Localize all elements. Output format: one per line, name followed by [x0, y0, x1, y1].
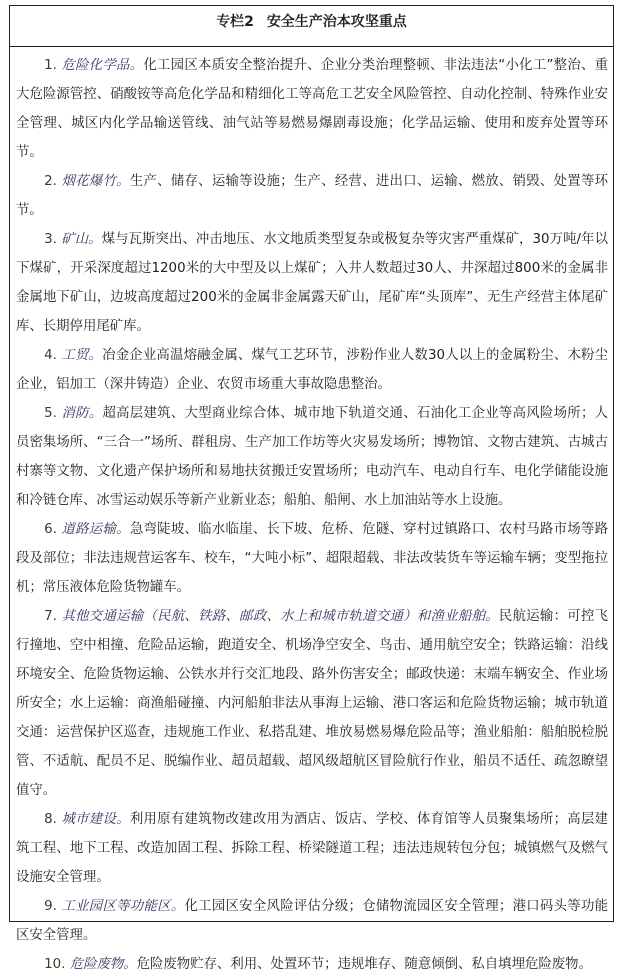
item-number: 10.	[44, 957, 66, 972]
item-number: 4.	[44, 348, 57, 363]
item-label: 工贸。	[61, 348, 103, 363]
item-paragraph	[16, 892, 608, 950]
item-label: 城市建设。	[61, 812, 130, 827]
item-text: 冶金企业高温熔融金属、煤气工艺环节，涉粉作业人数30人以上的金属粉尘、木粉尘企业，铝加工（深井铸造）企业、农贸市场重大事故隐患整治。	[16, 348, 609, 392]
item-text: 危险废物贮存、利用、处置环节；违规堆存、随意倾倒、私自填埋危险废物。	[136, 957, 592, 972]
item-text: 煤与瓦斯突出、冲击地压、水文地质类型复杂或极复杂等灾害严重煤矿，30万吨/年以下煤矿，开采深度超过1200米的大中型及以上煤矿；入井人数超过30人、井深超过800米的金属非金属地下矿山，边坡高度超过200米的金属非金属露天矿山，尾矿库“头顶库”、无生产经营主体尾矿库、长期停用尾矿库。	[16, 232, 609, 334]
item-text: 利用原有建筑物改建改用为酒店、饭店、学校、体育馆等人员聚集场所；高层建筑工程、地下工程、改造加固工程、拆除工程、桥梁隧道工程；违法违规转包分包；城镇燃气及燃气设施安全管理。	[16, 812, 609, 885]
item-text: 民航运输：可控飞行撞地、空中相撞、危险品运输，跑道安全、机场净空安全、鸟击、通用航空安全；铁路运输：沿线环境安全、危险货物运输、公铁水并行交汇地段、路外伤害安全；邮政快递：末端车辆安全、作业场所安全；水上运输：商渔船碰撞、内河船舶非法从事海上运输、港口客运和危险货物运输；城市轨道交通：运营保护区巡查，违规施工作业、私搭乱建、堆放易燃易爆危险品等；渔业船舶：船舶脱检脱管、不适航、配员不足、脱编作业、超员超载、超风级超航区冒险航行作业，船员不适任、疏忽瞭望值守。	[16, 609, 609, 798]
item-label: 危险废物。	[69, 957, 137, 972]
box-title: 安全生产治本攻坚重点	[266, 14, 407, 30]
item-paragraph	[16, 51, 608, 167]
item-number: 8.	[44, 812, 57, 827]
item-paragraph	[16, 399, 608, 515]
item-paragraph	[16, 341, 608, 399]
item-text: 超高层建筑、大型商业综合体、城市地下轨道交通、石油化工企业等高风险场所；人员密集场所、“三合一”场所、群租房、生产加工作坊等火灾易发场所；博物馆、文物古建筑、古城古村寨等文物、文化遗产保护场所和易地扶贫搬迁安置场所；电动汽车、电动自行车、电化学储能设施和冷链仓库、冰雪运动娱乐等新产业新业态；船舶、船闸、水上加油站等水上设施。	[16, 406, 609, 508]
item-text: 化工园区本质安全整治提升、企业分类治理整顿、非法违法“小化工”整治、重大危险源管控、硝酸铵等高危化学品和精细化工等高危工艺安全风险管控、自动化控制、特殊作业安全管理、城区内化学品输送管线、油气站等易燃易爆剧毒设施；化学品运输、使用和废弃处置等环节。	[16, 58, 609, 160]
item-number: 9.	[44, 899, 57, 914]
item-number: 5.	[44, 406, 57, 421]
item-paragraph	[16, 515, 608, 602]
item-number: 6.	[44, 522, 57, 537]
item-paragraph	[16, 602, 608, 805]
item-paragraph	[16, 950, 608, 979]
item-label: 工业园区等功能区。	[61, 899, 185, 914]
item-paragraph	[16, 225, 608, 341]
item-text: 生产、储存、运输等设施；生产、经营、进出口、运输、燃放、销毁、处置等环节。	[16, 174, 609, 218]
item-text: 急弯陡坡、临水临崖、长下坡、危桥、危隧、穿村过镇路口、农村马路市场等路段及部位；非法违规营运客车、校车，“大吨小标”、超限超载、非法改装货车等运输车辆；变型拖拉机；常压液体危险货物罐车。	[16, 522, 609, 595]
item-label: 危险化学品。	[61, 58, 144, 73]
box-content	[10, 47, 613, 979]
feature-box	[9, 5, 614, 972]
item-label: 烟花爆竹。	[61, 174, 130, 189]
item-paragraph	[16, 805, 608, 892]
item-label: 矿山。	[61, 232, 102, 247]
item-number: 7.	[44, 609, 57, 624]
item-number: 1.	[44, 58, 57, 73]
item-number: 2.	[44, 174, 57, 189]
item-label: 其他交通运输（民航、铁路、邮政、水上和城市轨道交通）和渔业船舶。	[61, 609, 499, 624]
item-label: 消防。	[61, 406, 103, 421]
column-number: 专栏2	[216, 14, 254, 30]
item-label: 道路运输。	[61, 522, 130, 537]
item-text: 化工园区安全风险评估分级；仓储物流园区安全管理；港口码头等功能区安全管理。	[16, 899, 609, 943]
item-paragraph	[16, 167, 608, 225]
box-header	[10, 6, 613, 47]
item-number: 3.	[44, 232, 57, 247]
